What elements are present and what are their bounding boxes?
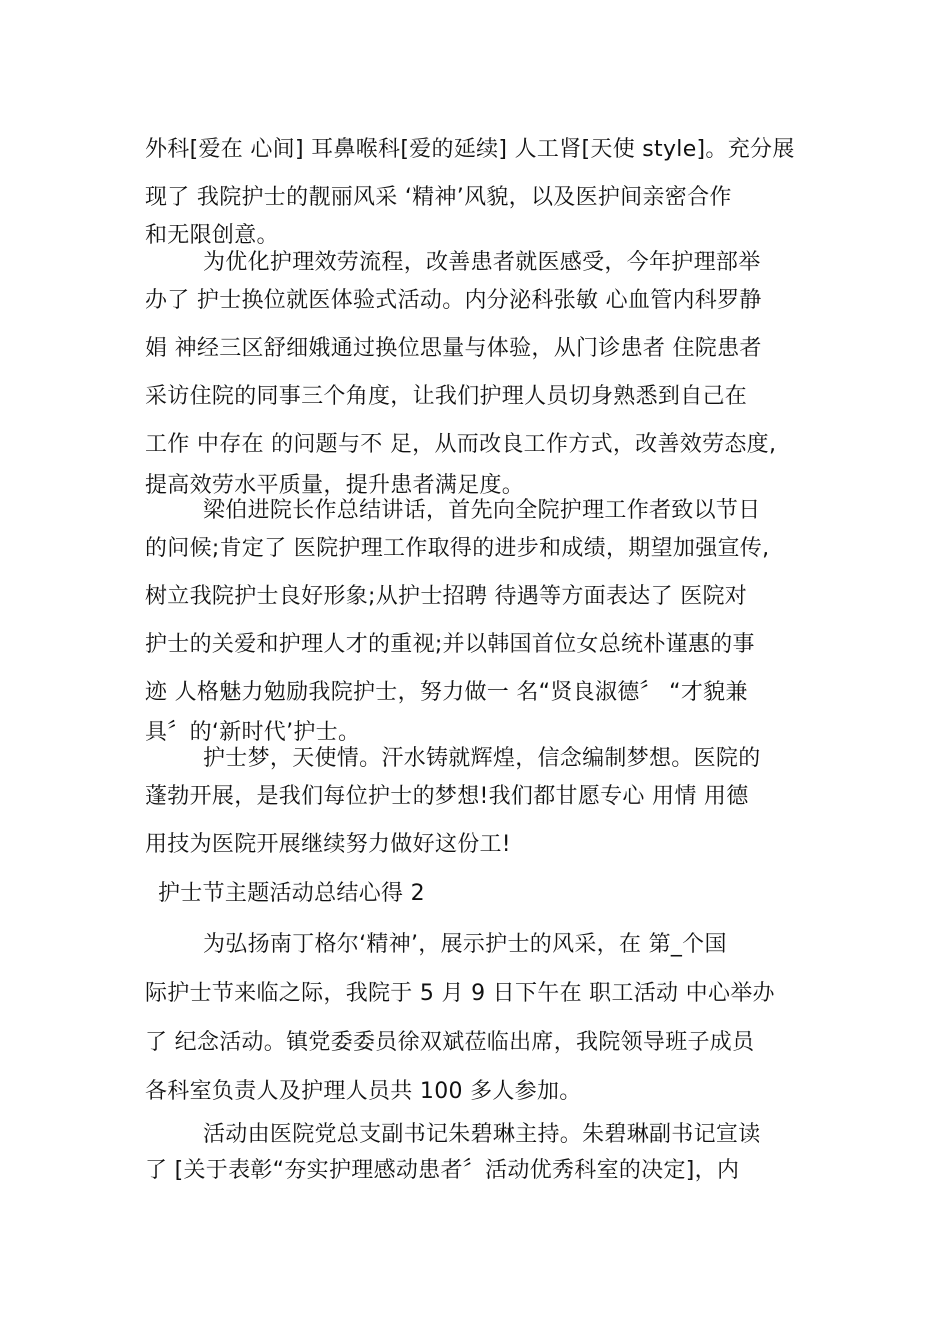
text-line: 具〞的‘新时代’护士。 (145, 720, 361, 745)
text-line: 办了 护士换位就医体验式活动。内分泌科张敏 心血管内科罗静 (145, 288, 762, 313)
text-line: 护士的关爱和护理人才的重视;并以韩国首位女总统朴谨惠的事 (145, 632, 755, 657)
text-line: 提高效劳水平质量，提升患者满足度。 (145, 473, 525, 498)
paragraph-first-line: 活动由医院党总支副书记朱碧琳主持。朱碧琳副书记宣读 (203, 1122, 761, 1147)
text-line: 了 纪念活动。镇党委委员徐双斌莅临出席，我院领导班子成员 (145, 1030, 755, 1055)
text-line: 迹 人格魅力勉励我院护士，努力做一 名“贤良淑德〞 “才貌兼 (145, 680, 748, 705)
text-line: 外科[爱在 心间] 耳鼻喉科[爱的延续] 人工肾[天使 style]。充分展 (145, 137, 795, 162)
text-line: 娟 神经三区舒细娥通过换位思量与体验，从门诊患者 住院患者 (145, 336, 762, 361)
text-line: 的问候;肯定了 医院护理工作取得的进步和成绩，期望加强宣传, (145, 536, 770, 561)
paragraph-first-line: 为弘扬南丁格尔‘精神’，展示护士的风采，在 第_个国 (203, 932, 727, 957)
paragraph-first-line: 为优化护理效劳流程，改善患者就医感受，今年护理部举 (203, 250, 761, 275)
text-line: 工作 中存在 的问题与不 足，从而改良工作方式，改善效劳态度, (145, 432, 777, 457)
paragraph-first-line: 梁伯进院长作总结讲话，首先向全院护理工作者致以节日 (203, 498, 761, 523)
text-line: 蓬勃开展，是我们每位护士的梦想!我们都甘愿专心 用情 用德 (145, 784, 749, 809)
text-line: 各科室负责人及护理人员共 100 多人参加。 (145, 1079, 582, 1104)
text-line: 现了 我院护士的靓丽风采 ‘精神’风貌，以及医护间亲密合作 (145, 185, 732, 210)
text-line: 采访住院的同事三个角度，让我们护理人员切身熟悉到自己在 (145, 384, 748, 409)
paragraph-first-line: 护士梦，天使情。汗水铸就辉煌，信念编制梦想。医院的 (203, 746, 761, 771)
text-line: 际护士节来临之际，我院于 5 月 9 日下午在 职工活动 中心举办 (145, 981, 775, 1006)
text-line: 用技为医院开展继续努力做好这份工! (145, 832, 511, 857)
text-line: 树立我院护士良好形象;从护士招聘 待遇等方面表达了 医院对 (145, 584, 748, 609)
section-heading: 护士节主题活动总结心得 2 (158, 881, 425, 906)
text-line: 了 [关于表彰“夯实护理感动患者〞活动优秀科室的决定]，内 (145, 1158, 740, 1183)
text-line: 和无限创意。 (145, 223, 279, 248)
